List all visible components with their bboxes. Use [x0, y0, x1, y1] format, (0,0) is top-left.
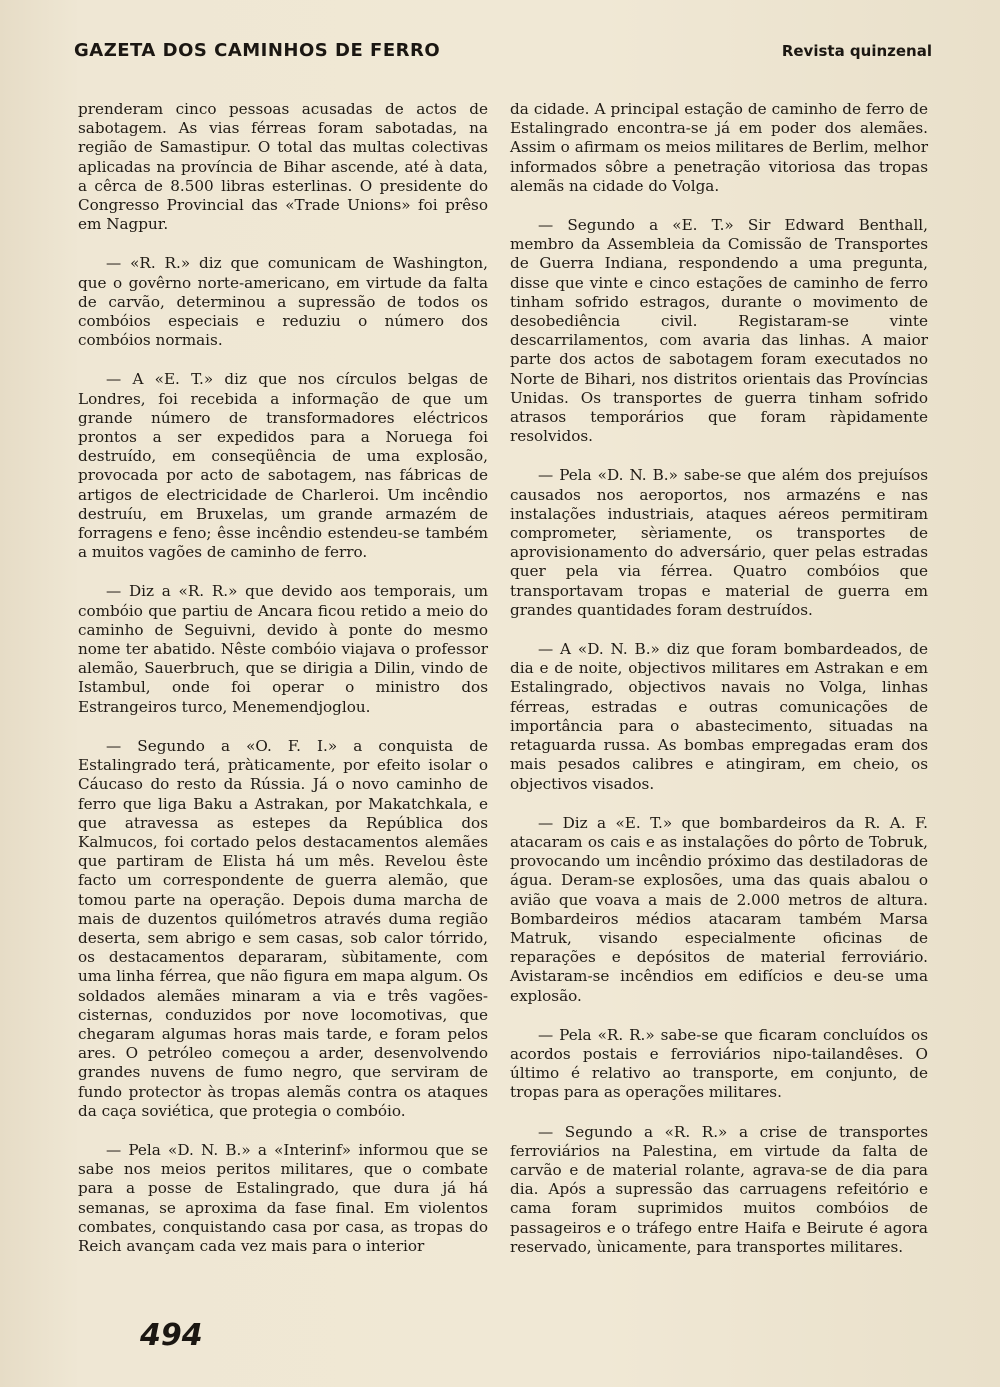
paragraph: — A «E. T.» diz que nos círculos belgas de Londres, foi recebida a informação de que um grande número de transformadores eléctricos prontos a ser expedidos para a Noruega foi destruído, em conseqüência de uma explosão, provocada por acto de sabotagem, nas fábricas de artigos de electricidade de Charleroi. Um incêndio destruíu, em Bruxelas, um grande armazém de forragens e feno; êsse incêndio estendeu-se também a muitos vagões de caminho de ferro. [78, 370, 488, 562]
paragraph: — Pela «D. N. B.» sabe-se que além dos prejuísos causados nos aeroportos, nos armazéns e nas instalações industriais, ataques aéreos permitiram comprometer, sèriamente, os transportes de aprovisionamento do adversário, quer pelas estradas quer pela via férrea. Quatro combóios que transportavam tropas e material de guerra em grandes quantidades foram destruídos. [510, 466, 928, 619]
right-column [510, 100, 928, 1277]
left-column [78, 100, 488, 1276]
paragraph: — Diz a «E. T.» que bombardeiros da R. A. F. atacaram os cais e as instalações do pôrto de Tobruk, provocando um incêndio próximo das destiladoras de água. Deram-se explosões, uma das quais abalou o avião que voava a mais de 2.000 metros de altura. Bombardeiros médios atacaram também Marsa Matruk, visando especialmente oficinas de reparações e depósitos de material ferroviário. Avistaram-se incêndios em edifícios e deu-se uma explosão. [510, 813, 928, 1005]
paragraph: — Pela «R. R.» sabe-se que ficaram concluídos os acordos postais e ferroviários nipo-tailandêses. O último é relativo ao transporte, em conjunto, de tropas para as operações militares. [510, 1025, 928, 1102]
paragraph: — Pela «D. N. B.» a «Interinf» informou que se sabe nos meios peritos militares, que o combate para a posse de Estalingrado, que dura já há semanas, se aproxima da fase final. Em violentos combates, conquistando casa por casa, as tropas do Reich avançam cada vez mais para o interior [78, 1140, 488, 1255]
paragraph: — Segundo a «R. R.» a crise de transportes ferroviários na Palestina, em virtude da falta de carvão e de material rolante, agrava-se de dia para dia. Após a supressão das carruagens refeitório e cama foram suprimidos muitos combóios de passageiros e o tráfego entre Haifa e Beirute é agora reservado, ùnicamente, para transportes militares. [510, 1122, 928, 1256]
publication-title: GAZETA DOS CAMINHOS DE FERRO [74, 40, 441, 61]
paragraph: — Segundo a «O. F. I.» a conquista de Estalingrado terá, pràticamente, por efeito isolar o Cáucaso do resto da Rússia. Já o novo caminho de ferro que liga Baku a Astrakan, por Makatchkala, e que atravessa as estepes da República dos Kalmucos, foi cortado pelos destacamentos alemães que partiram de Elista há um mês. Revelou êste facto um correspondente de guerra alemão, que tomou parte na operação. Depois duma marcha de mais de duzentos quilómetros através duma região deserta, sem abrigo e sem casas, sob calor tórrido, os destacamentos depararam, sùbitamente, com uma linha férrea, que não figura em mapa algum. Os soldados alemães minaram a via e três vagões-cisternas, conduzidos por nove locomotivas, que chegaram algumas horas mais tarde, e foram pelos ares. O petróleo começou a arder, desenvolvendo grandes nuvens de fumo negro, que serviram de fundo protector às tropas alemãs contra os ataques da caça soviética, que protegia o combóio. [78, 736, 488, 1120]
page-number: 494 [140, 1318, 203, 1353]
paragraph: — A «D. N. B.» diz que foram bombardeados, de dia e de noite, objectivos militares em Astrakan e em Estalingrado, objectivos navais no Volga, linhas férreas, estradas e outras comunicações de importância para o abastecimento, situadas na retaguarda russa. As bombas empregadas eram dos mais pesados calibres e atingiram, em cheio, os objectivos visados. [510, 640, 928, 793]
paragraph: — «R. R.» diz que comunicam de Washington, que o govêrno norte-americano, em virtude da falta de carvão, determinou a supressão de todos os combóios especiais e reduziu o número dos combóios normais. [78, 254, 488, 350]
paragraph: prenderam cinco pessoas acusadas de actos de sabotagem. As vias férreas foram sabotadas, na região de Samastipur. O total das multas colectivas aplicadas na província de Bihar ascende, até à data, a cêrca de 8.500 libras esterlinas. O presidente do Congresso Provincial das «Trade Unions» foi prêso em Nagpur. [78, 100, 488, 234]
paragraph: da cidade. A principal estação de caminho de ferro de Estalingrado encontra-se já em poder dos alemães. Assim o afirmam os meios militares de Berlim, melhor informados sôbre a penetração vitoriosa das tropas alemãs na cidade do Volga. [510, 100, 928, 195]
publication-subtitle: Revista quinzenal [781, 42, 932, 60]
paragraph: — Segundo a «E. T.» Sir Edward Benthall, membro da Assembleia da Comissão de Transportes de Guerra Indiana, respondendo a uma pregunta, disse que vinte e cinco estações de caminho de ferro tinham sofrido estragos, durante o movimento de desobediência civil. Registaram-se vinte descarrilamentos, com avaria das linhas. A maior parte dos actos de sabotagem foram executados no Norte de Bihari, nos distritos orientais das Províncias Unidas. Os transportes de guerra tinham sofrido atrasos temporários que foram ràpidamente resolvidos. [510, 216, 928, 446]
page-header [74, 40, 932, 70]
paragraph: — Diz a «R. R.» que devido aos temporais, um combóio que partiu de Ancara ficou retido a meio do caminho de Seguivni, devido à ponte do mesmo nome ter abatido. Nêste combóio viajava o professor alemão, Sauerbruch, que se dirigia a Dilin, vindo de Istambul, onde foi operar o ministro dos Estrangeiros turco, Menemendjoglou. [78, 582, 488, 716]
